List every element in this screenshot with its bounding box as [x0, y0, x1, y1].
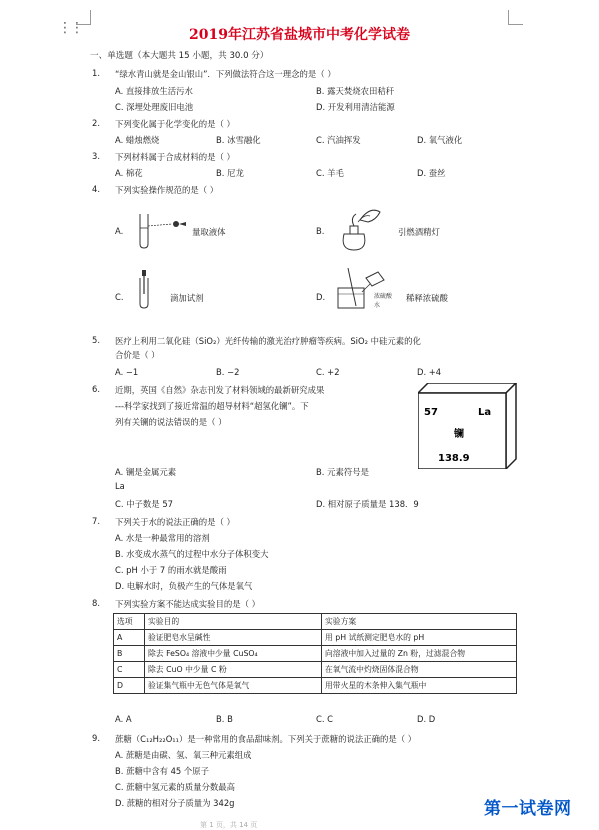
- question-stem: 下列变化属于化学变化的是（ ）: [115, 119, 235, 129]
- water-label: 水: [374, 302, 381, 309]
- table-cell: 验证集气瓶中无色气体是氧气: [145, 678, 322, 694]
- option-b[interactable]: B. 尼龙: [216, 168, 244, 178]
- option-c[interactable]: C. 蔗糖中氢元素的质量分数最高: [115, 782, 236, 792]
- option-a[interactable]: A. 棉花: [115, 168, 143, 178]
- question-stem: 蔗糖（C₁₂H₂₂O₁₁）是一种常用的食品甜味剂。下列关于蔗糖的说法正确的是（ ）: [115, 734, 417, 744]
- watermark-brand: 第一试卷网: [484, 799, 572, 819]
- question-number: 7.: [92, 516, 100, 526]
- option-c-letter[interactable]: C.: [115, 292, 124, 302]
- table-row: [114, 630, 517, 646]
- table-cell: 在氧气流中灼烧固体混合物: [322, 662, 517, 678]
- table-cell: C: [114, 662, 145, 678]
- option-b[interactable]: B. −2: [216, 367, 240, 377]
- table-cell: 验证肥皂水呈碱性: [145, 630, 322, 646]
- option-c[interactable]: C. +2: [316, 367, 340, 377]
- option-a[interactable]: A. 直接排放生活污水: [115, 86, 193, 96]
- table-row: [114, 662, 517, 678]
- question-number: 3.: [92, 151, 100, 161]
- table-header: 实验方案: [322, 614, 517, 630]
- option-b[interactable]: B. 冰雪融化: [216, 135, 261, 145]
- acid-label: 浓硫酸: [374, 293, 393, 300]
- table-header: 选项: [114, 614, 145, 630]
- section-heading: 一、单选题（本大题共 15 小题，共 30.0 分）: [90, 51, 269, 61]
- option-d[interactable]: D. 蚕丝: [417, 168, 446, 178]
- question-number: 9.: [92, 733, 100, 743]
- element-name: 镧: [454, 429, 464, 440]
- element-symbol: La: [478, 407, 492, 418]
- question-number: 6.: [92, 384, 100, 394]
- option-d[interactable]: D. 相对原子质量是 138．9: [316, 499, 419, 509]
- question-stem: 下列实验操作规范的是（ ）: [115, 185, 219, 195]
- atomic-mass: 138.9: [438, 453, 470, 464]
- question-number: 4.: [92, 184, 100, 194]
- atomic-number: 57: [424, 407, 438, 418]
- question-stem-cont: ---科学家找到了接近常温的超导材料“超氢化镧”。下: [115, 401, 309, 411]
- option-d[interactable]: D. 氧气液化: [417, 135, 463, 145]
- graduated-cylinder-reading-icon: [128, 210, 190, 250]
- table-cell: 向溶液中加入过量的 Zn 粉，过滤混合物: [322, 646, 517, 662]
- option-d-letter[interactable]: D.: [316, 292, 326, 302]
- table-cell: 除去 CuO 中少量 C 粉: [145, 662, 322, 678]
- experiment-table: [113, 613, 517, 694]
- table-header: 实验目的: [145, 614, 322, 630]
- option-d[interactable]: D. 开发利用清洁能源: [316, 102, 395, 112]
- option-b[interactable]: B. B: [216, 714, 233, 724]
- question-number: 8.: [92, 598, 100, 608]
- option-b-label[interactable]: 引燃酒精灯: [398, 227, 440, 237]
- option-d[interactable]: D. +4: [417, 367, 442, 377]
- drag-handle-icon[interactable]: ⋮⋮: [58, 20, 82, 36]
- option-a[interactable]: A. 水是一种最常用的溶剂: [115, 533, 210, 543]
- question-stem: 下列关于水的说法正确的是（ ）: [115, 517, 235, 527]
- option-a-letter[interactable]: A.: [115, 226, 124, 236]
- table-cell: 用带火星的木条伸入集气瓶中: [322, 678, 517, 694]
- option-d[interactable]: D. D: [417, 714, 436, 724]
- table-cell: B: [114, 646, 145, 662]
- option-a[interactable]: A. 蜡烛燃烧: [115, 135, 160, 145]
- crop-mark-top-right: [508, 10, 523, 25]
- option-c[interactable]: C. 深埋处理废旧电池: [115, 102, 194, 112]
- question-stem-cont: 列有关镧的说法错误的是（ ）: [115, 417, 227, 427]
- question-stem: “绿水青山就是金山银山”．下列做法符合这一理念的是（ ）: [115, 69, 336, 79]
- question-stem: 医疗上利用二氧化硅（SiO₂）光纤传输的激光治疗肿瘤等疾病。SiO₂ 中硅元素的化: [115, 336, 421, 346]
- alcohol-lamp-lighting-icon: [330, 204, 392, 254]
- option-b[interactable]: B. 元素符号是: [316, 467, 369, 477]
- question-number: 5.: [92, 335, 100, 345]
- option-c[interactable]: C. 汽油挥发: [316, 135, 361, 145]
- option-d[interactable]: D. 蔗糖的相对分子质量为 342g: [115, 798, 235, 808]
- option-b[interactable]: B. 蔗糖中含有 45 个原子: [115, 766, 210, 776]
- table-cell: 用 pH 试纸测定肥皂水的 pH: [322, 630, 517, 646]
- question-stem: 下列材料属于合成材料的是（ ）: [115, 152, 235, 162]
- option-a[interactable]: A. 镧是金属元素: [115, 467, 177, 477]
- option-d[interactable]: D. 电解水时，负极产生的气体是氧气: [115, 581, 253, 591]
- table-cell: 除去 FeSO₄ 溶液中少量 CuSO₄: [145, 646, 322, 662]
- option-a[interactable]: A. A: [115, 714, 132, 724]
- question-number: 2.: [92, 118, 100, 128]
- option-c[interactable]: C. C: [316, 714, 334, 724]
- question-stem: 近期，英国《自然》杂志刊发了材料领域的最新研究成果: [115, 385, 325, 395]
- option-b[interactable]: B. 露天焚烧农田秸秆: [316, 86, 395, 96]
- option-c[interactable]: C. 羊毛: [316, 168, 344, 178]
- option-d-label[interactable]: 稀释浓硫酸: [406, 293, 448, 303]
- table-row: [114, 646, 517, 662]
- element-cell-lanthanum: [418, 383, 518, 469]
- question-number: 1.: [92, 68, 100, 78]
- page-title: 2019年江苏省盐城市中考化学试卷: [189, 27, 410, 43]
- question-stem-cont: 合价是（ ）: [115, 350, 160, 360]
- table-header-row: [114, 614, 517, 630]
- option-c-label[interactable]: 滴加试剂: [170, 293, 204, 303]
- option-a-label[interactable]: 量取液体: [192, 227, 226, 237]
- table-cell: A: [114, 630, 145, 646]
- option-a[interactable]: A. −1: [115, 367, 139, 377]
- option-b[interactable]: B. 水变成水蒸气的过程中水分子体积变大: [115, 549, 269, 559]
- question-stem: 下列实验方案不能达成实验目的是（ ）: [115, 599, 261, 609]
- diluting-acid-icon: [330, 266, 400, 310]
- option-a[interactable]: A. 蔗糖是由碳、氢、氧三种元素组成: [115, 750, 252, 760]
- option-c[interactable]: C. 中子数是 57: [115, 499, 173, 509]
- dropper-test-tube-icon: [130, 270, 160, 310]
- option-b-wrap: La: [115, 481, 125, 491]
- table-row: [114, 678, 517, 694]
- table-cell: D: [114, 678, 145, 694]
- option-b-letter[interactable]: B.: [316, 226, 325, 236]
- option-c[interactable]: C. pH 小于 7 的雨水就是酸雨: [115, 565, 227, 575]
- page-footer: 第 1 页，共 14 页: [200, 821, 258, 829]
